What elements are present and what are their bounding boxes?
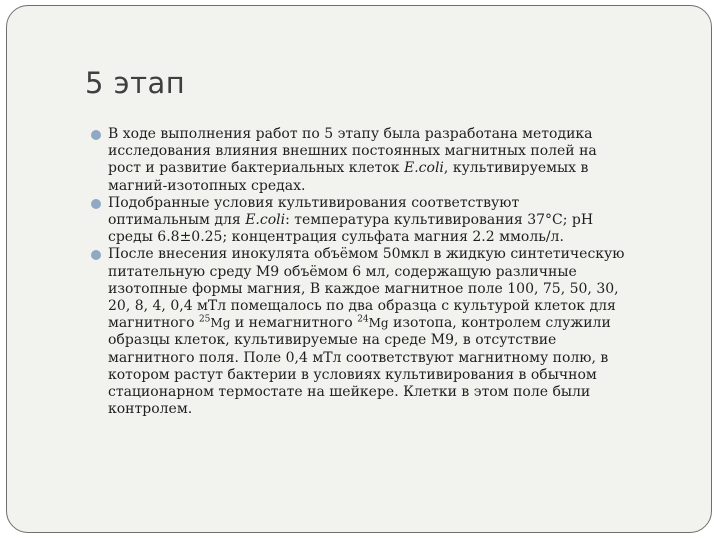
- bullet-text-line: образцы клеток, культивируемые на среде М9, в отсутствие: [108, 332, 557, 349]
- bullet-text-line: [108, 315, 611, 331]
- bullet-item: [91, 246, 687, 418]
- bullet-text-line: изотопные формы магния, В каждое магнитное поле 100, 75, 50, 30,: [108, 280, 619, 297]
- bullet-text-line: котором растут бактерии в условиях культивирования в обычном: [108, 366, 597, 383]
- isotope-mass-number: 25: [198, 314, 211, 325]
- bullet-text-line: питательную среду М9 объёмом 6 мл, содержащую различные: [108, 263, 577, 280]
- bullet-text-line: стационарном термостате на шейкере. Клетки в этом поле были: [108, 384, 591, 401]
- bullet-list: [91, 126, 687, 418]
- species-name: E.coli: [404, 160, 444, 177]
- bullet-text-line: После внесения инокулята объёмом 50мкл в жидкую синтетическую: [108, 246, 625, 263]
- text-run: рост и развитие бактериальных клеток: [108, 160, 405, 177]
- bullet-text-line: 20, 8, 4, 0,4 мТл помещалось по два образца с культурой клеток для: [108, 298, 616, 315]
- bullet-text-line: магний-изотопных средах.: [108, 177, 306, 194]
- bullet-text-line: магнитного поля. Поле 0,4 мТл соответствуют магнитному полю, в: [108, 349, 609, 366]
- text-run: , культивируемых в: [443, 160, 589, 177]
- bullet-text-line: контролем.: [108, 401, 193, 418]
- bullet-text-line: среды 6.8±0.25; концентрация сульфата магния 2.2 ммоль/л.: [108, 229, 564, 246]
- element-symbol: Mg: [368, 316, 389, 331]
- bullet-item: [91, 195, 687, 247]
- bullet-text-line: Подобранные условия культивирования соответствуют: [108, 194, 520, 211]
- text-run: магнитного: [108, 315, 199, 332]
- bullet-text-line: [108, 212, 593, 228]
- bullet-dot-icon: [91, 130, 101, 140]
- bullet-text-line: исследования влияния внешних постоянных магнитных полей на: [108, 143, 597, 160]
- text-run: оптимальным для: [108, 212, 246, 229]
- bullet-dot-icon: [91, 199, 101, 209]
- element-symbol: Mg: [210, 316, 231, 331]
- bullet-item: [91, 126, 687, 195]
- text-run: : температура культивирования 37°С; рН: [285, 212, 594, 229]
- slide: [6, 5, 712, 533]
- text-run: изотопа, контролем служили: [388, 315, 611, 332]
- text-run: и немагнитного: [230, 315, 358, 332]
- slide-title: 5 этап: [85, 66, 186, 100]
- bullet-text-line: В ходе выполнения работ по 5 этапу была разработана методика: [108, 126, 593, 142]
- bullet-text-line: [108, 160, 588, 176]
- bullet-dot-icon: [91, 250, 101, 260]
- species-name: E.coli: [245, 212, 286, 229]
- isotope-mass-number: 24: [357, 314, 369, 325]
